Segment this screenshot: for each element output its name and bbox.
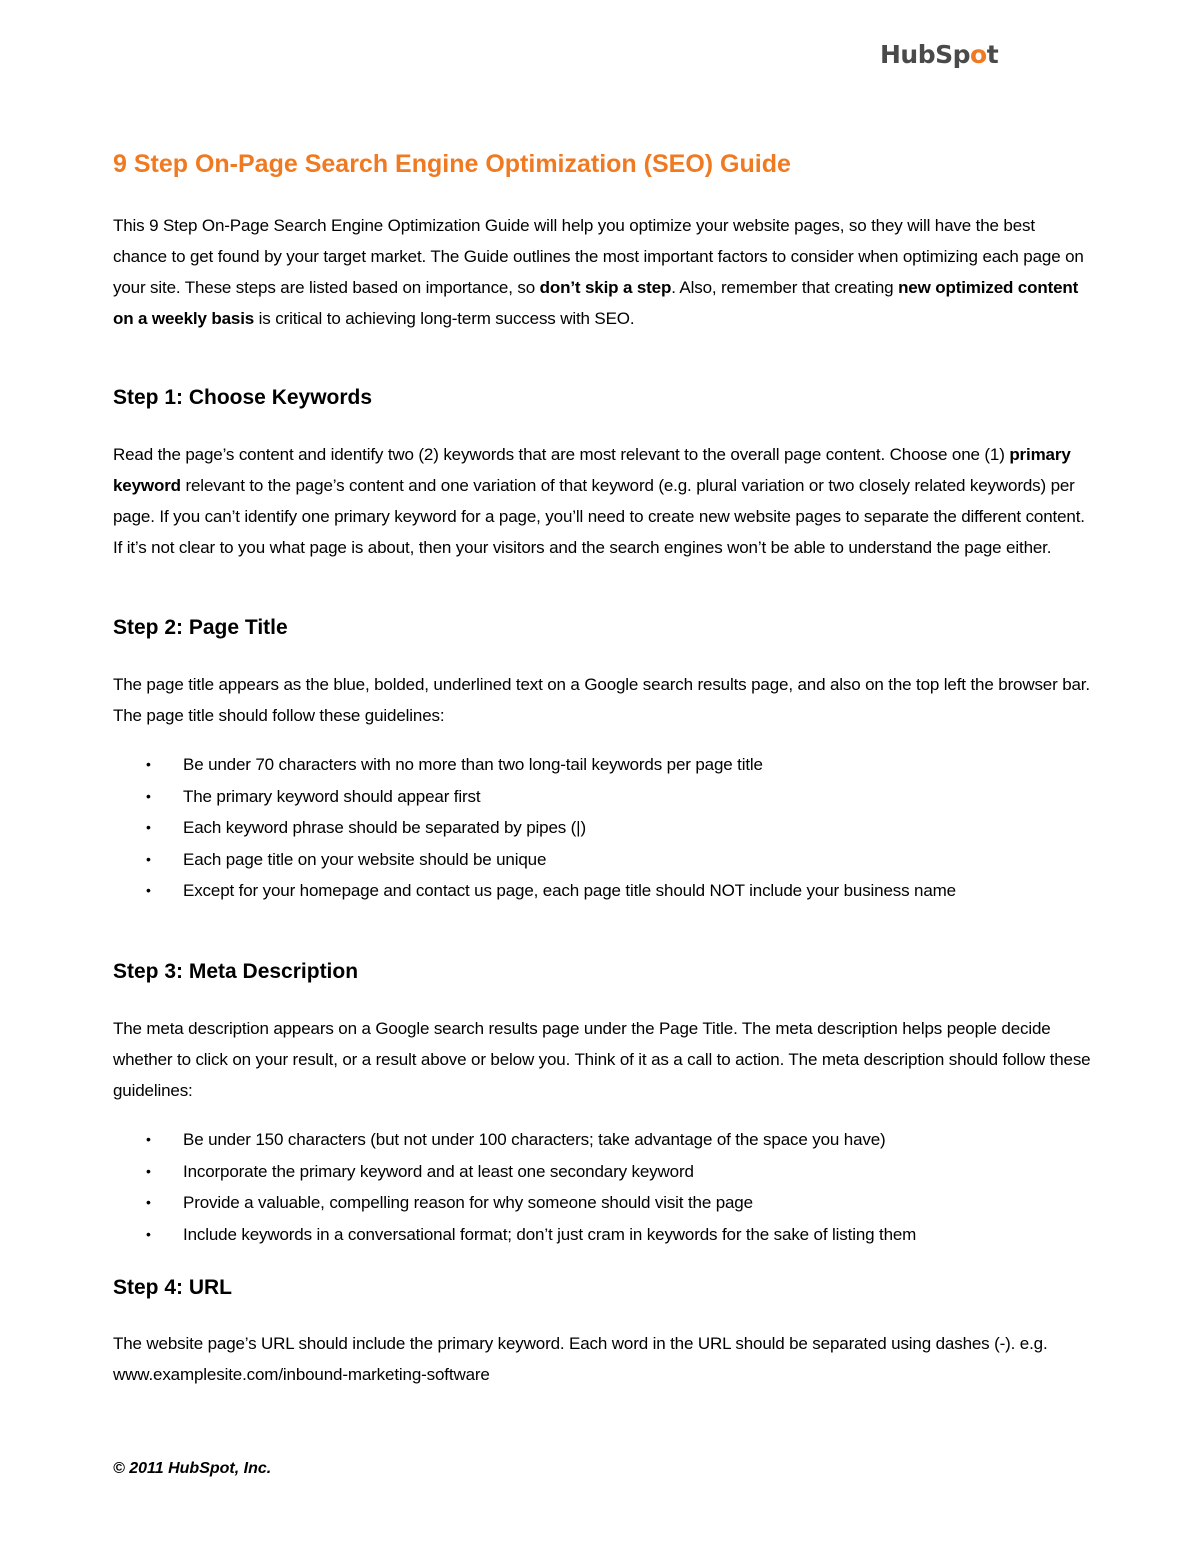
list-item	[113, 781, 1073, 813]
bullet-icon: •	[146, 850, 151, 867]
step1-text-1: Read the page’s content and identify two (2) keywords that are most relevant to the overall page content. Choose one (1)	[113, 445, 1010, 464]
list-item-text: Incorporate the primary keyword and at least one secondary keyword	[183, 1161, 694, 1181]
step1-paragraph	[113, 439, 1093, 563]
step3-guidelines-list	[113, 1124, 1073, 1250]
list-item	[113, 875, 1073, 907]
logo-text-start: HubSp	[880, 40, 971, 69]
logo-sprocket: o	[970, 40, 987, 69]
bullet-icon: •	[146, 819, 151, 835]
hubspot-logo	[880, 40, 998, 76]
step1-heading: Step 1: Choose Keywords	[113, 386, 373, 409]
bullet-icon: •	[146, 787, 151, 804]
list-item	[113, 1187, 1073, 1219]
step2-heading: Step 2: Page Title	[113, 616, 288, 639]
page-title: 9 Step On-Page Search Engine Optimization (SEO) Guide	[113, 150, 791, 178]
list-item-text: Except for your homepage and contact us page, each page title should NOT include your business name	[183, 881, 956, 900]
list-item	[113, 844, 1073, 876]
intro-bold-2: new optimized content on a weekly basis	[113, 278, 1079, 328]
step1-text-2: relevant to the page’s content and one variation of that keyword (e.g. plural variation or two closely related keywords) per page. If you can’t identify one primary keyword for a page, you’ll need to create new website pages to separate the different content. If it’s not clear to you what page is about, then your visitors and the search engines won’t be able to understand the page either.	[113, 476, 1085, 557]
list-item-text: The primary keyword should appear first	[183, 786, 481, 806]
list-item	[113, 1219, 1073, 1251]
list-item-text: Include keywords in a conversational format; don’t just cram in keywords for the sake of listing them	[183, 1224, 917, 1244]
intro-paragraph	[113, 210, 1093, 334]
bullet-icon: •	[146, 1194, 151, 1210]
bullet-icon: •	[146, 1162, 151, 1179]
bullet-icon: •	[146, 1225, 151, 1242]
list-item	[113, 749, 1073, 781]
step3-paragraph: The meta description appears on a Google search results page under the Page Title. The meta description helps people decide whether to click on your result, or a result above or below you. Think of it as a call to action. The meta description should follow these guidelines:	[113, 1019, 1091, 1100]
step4-heading: Step 4: URL	[113, 1276, 233, 1299]
copyright-footer: © 2011 HubSpot, Inc.	[113, 1460, 272, 1477]
list-item-text: Be under 70 characters with no more than two long-tail keywords per page title	[183, 755, 763, 774]
bullet-icon: •	[146, 756, 151, 772]
list-item	[113, 1124, 1073, 1156]
logo-text-end: t	[986, 40, 999, 69]
list-item-text: Be under 150 characters (but not under 100 characters; take advantage of the space you have)	[183, 1130, 886, 1149]
step4-paragraph: The website page’s URL should include the primary keyword. Each word in the URL should be separated using dashes (-). e.g. www.examplesite.com/inbound-marketing-software	[113, 1334, 1048, 1384]
list-item	[113, 812, 1073, 844]
list-item-text: Provide a valuable, compelling reason for why someone should visit the page	[183, 1193, 753, 1212]
list-item-text: Each keyword phrase should be separated by pipes (|)	[183, 818, 586, 837]
list-item-text: Each page title on your website should be unique	[183, 849, 547, 869]
intro-text-1: This 9 Step On-Page Search Engine Optimization Guide will help you optimize your website pages, so they will have the best chance to get found by your target market. The Guide outlines the most important factors to consider when optimizing each page on your site. These steps are listed based on importance, so	[113, 216, 1084, 297]
bullet-icon: •	[146, 1131, 151, 1147]
list-item	[113, 1156, 1073, 1188]
step1-bold-1: primary keyword	[113, 445, 1071, 495]
intro-text-3: is critical to achieving long-term success with SEO.	[254, 309, 635, 328]
step3-heading: Step 3: Meta Description	[113, 960, 359, 983]
step2-paragraph: The page title appears as the blue, bolded, underlined text on a Google search results page, and also on the top left the browser bar. The page title should follow these guidelines:	[113, 675, 1090, 725]
intro-bold-1: don’t skip a step	[539, 278, 672, 297]
step2-guidelines-list	[113, 749, 1073, 907]
bullet-icon: •	[146, 882, 151, 898]
intro-text-2: . Also, remember that creating	[671, 278, 899, 297]
